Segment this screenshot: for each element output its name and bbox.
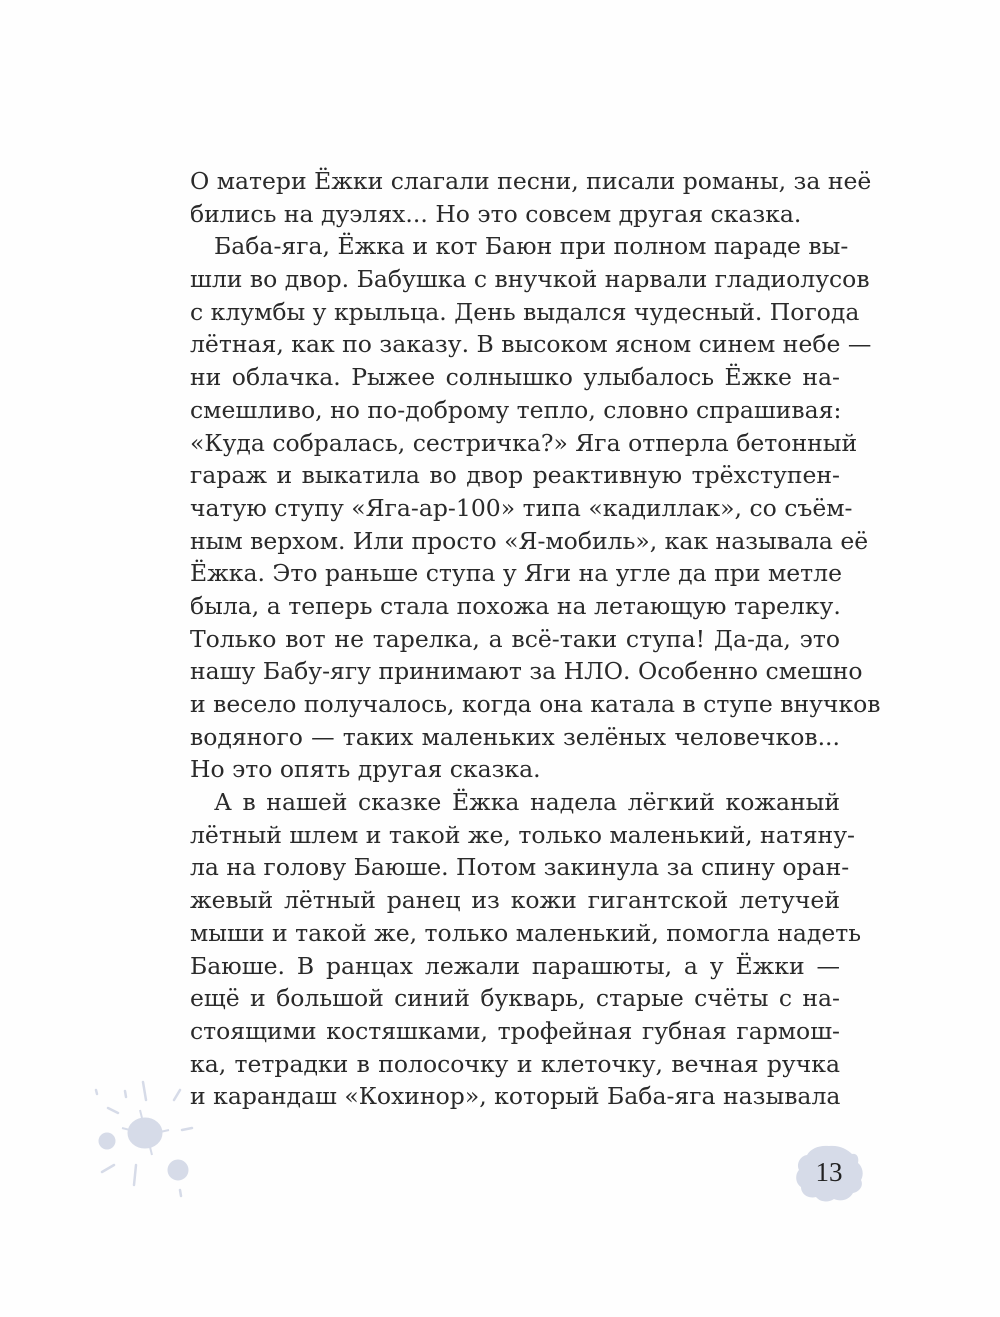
text-line: бились на дуэлях... Но это совсем другая сказка. — [190, 199, 802, 228]
text-line: ла на голову Баюше. Потом закинула за спину оран- — [190, 853, 850, 882]
text-line: Только вот не тарелка, а всё-таки ступа! Да-да, это — [190, 624, 840, 653]
body-text — [190, 165, 881, 1113]
text-line: и карандаш «Кохинор», который Баба-яга называла — [190, 1082, 841, 1111]
text-line: гараж и выкатила во двор реактивную трёхступен- — [190, 461, 840, 490]
text-line: нашу Бабу-ягу принимают за НЛО. Особенно смешно — [190, 657, 863, 686]
text-line: водяного — таких маленьких зелёных человечков... — [190, 722, 840, 751]
text-line: ни облачка. Рыжее солнышко улыбалось Ёжке на- — [190, 363, 840, 392]
splash-blob-bottom — [168, 1160, 188, 1180]
text-line: «Куда собралась, сестричка?» Яга отперла бетонный — [190, 428, 858, 457]
text-line: А в нашей сказке Ёжка надела лёгкий кожаный — [214, 788, 840, 817]
text-line: Баюше. В ранцах лежали парашюты, а у Ёжки — — [190, 951, 840, 980]
text-line: Ёжка. Это раньше ступа у Яги на угле да при метле — [190, 559, 842, 588]
page-number: 13 — [815, 1156, 843, 1187]
text-line: стоящими костяшками, трофейная губная гармош- — [190, 1016, 840, 1045]
text-line: была, а теперь стала похожа на летающую тарелку. — [190, 591, 841, 620]
text-line: лётный шлем и такой же, только маленький, натяну- — [190, 820, 855, 849]
text-line: с клумбы у крыльца. День выдался чудесный. Погода — [190, 297, 860, 326]
text-line: ка, тетрадки в полосочку и клеточку, вечная ручка — [190, 1049, 840, 1078]
text-line: и весело получалось, когда она катала в ступе внучков — [190, 690, 881, 718]
ink-splash-decoration — [70, 1060, 210, 1200]
page-number-badge — [792, 1140, 866, 1204]
splash-blob-left — [99, 1133, 115, 1149]
text-line: шли во двор. Бабушка с внучкой нарвали гладиолусов — [190, 265, 870, 294]
text-line: ещё и большой синий букварь, старые счёты с на- — [190, 984, 840, 1013]
text-line: лётная, как по заказу. В высоком ясном синем небе — — [190, 330, 872, 359]
text-line: О матери Ёжки слагали песни, писали романы, за неё — [190, 167, 872, 195]
text-line: мыши и такой же, только маленький, помогла надеть — [190, 918, 862, 947]
text-line: смешливо, но по-доброму тепло, словно спрашивая: — [190, 395, 842, 424]
text-line: ным верхом. Или просто «Я-мобиль», как называла её — [190, 526, 869, 555]
text-line: Баба-яга, Ёжка и кот Баюн при полном параде вы- — [214, 232, 849, 261]
splash-blob-large — [128, 1118, 162, 1148]
text-line: жевый лётный ранец из кожи гигантской летучей — [190, 886, 840, 915]
text-line: чатую ступу «Яга-ар-100» типа «кадиллак», со съём- — [190, 493, 853, 522]
text-line: Но это опять другая сказка. — [190, 755, 541, 784]
